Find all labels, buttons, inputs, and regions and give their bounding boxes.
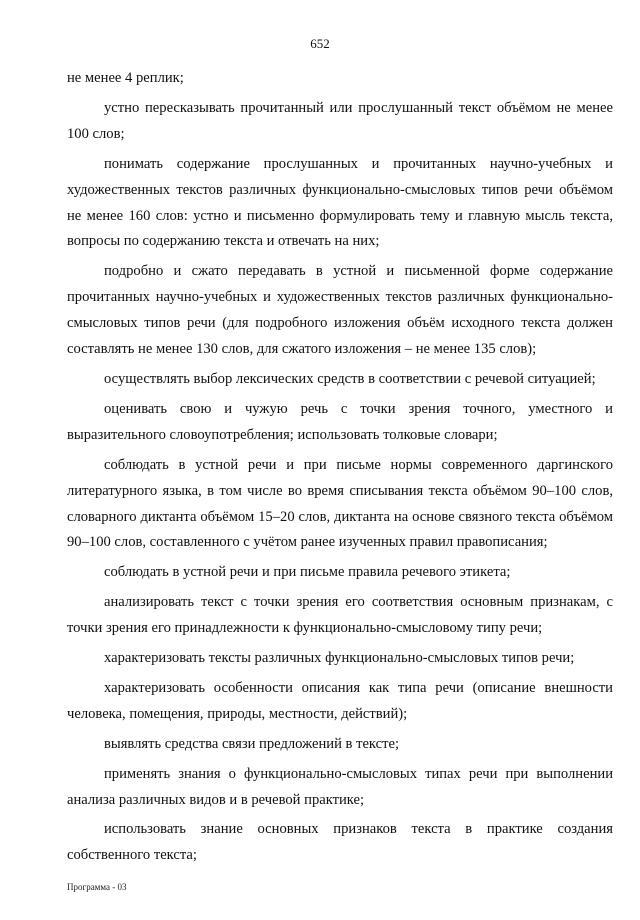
paragraph: подробно и сжато передавать в устной и письменной форме содержание прочитанных научно-учебных и художественных текстов различных функционально-смысловых типов речи (для подробного изложения объём исходного текста должен составлять не менее 130 слов, для сжатого изложения – не менее 135 слов); [67, 263, 613, 358]
paragraph: устно пересказывать прочитанный или прослушанный текст объёмом не менее 100 слов; [67, 99, 613, 142]
paragraph: соблюдать в устной речи и при письме правила речевого этикета; [104, 564, 511, 581]
paragraph: оценивать свою и чужую речь с точки зрения точного, уместного и выразительного словоупотребления; использовать толковые словари; [67, 400, 613, 443]
paragraph: не менее 4 реплик; [67, 70, 184, 86]
paragraph: понимать содержание прослушанных и прочитанных научно-учебных и художественных текстов различных функционально-смысловых типов речи объёмом не менее 160 слов: устно и письменно формулировать тему и главную мысль текста, вопросы по содержанию текста и отвечать на них; [67, 155, 613, 250]
page-footer: Программа - 03 [67, 882, 127, 892]
paragraph: выявлять средства связи предложений в тексте; [104, 735, 400, 752]
page-number: 652 [310, 36, 330, 51]
paragraph: анализировать текст с точки зрения его соответствия основным признакам, с точки зрения его принадлежности к функционально-смысловому типу речи; [67, 594, 613, 637]
document-body [67, 66, 613, 873]
paragraph: характеризовать тексты различных функционально-смысловых типов речи; [104, 650, 575, 667]
paragraph: осуществлять выбор лексических средств в соответствии с речевой ситуацией; [104, 370, 596, 387]
paragraph: использовать знание основных признаков текста в практике создания собственного текста; [67, 821, 613, 864]
paragraph: характеризовать особенности описания как типа речи (описание внешности человека, помещения, природы, местности, действий); [67, 679, 613, 722]
paragraph: соблюдать в устной речи и при письме нормы современного даргинского литературного языка, в том числе во время списывания текста объёмом 90–100 слов, словарного диктанта объёмом 15–20 слов, диктанта на основе связного текста объёмом 90–100 слов, составленного с учётом ранее изученных правил правописания; [67, 456, 613, 551]
paragraph: применять знания о функционально-смысловых типах речи при выполнении анализа различных видов и в речевой практике; [67, 765, 613, 808]
